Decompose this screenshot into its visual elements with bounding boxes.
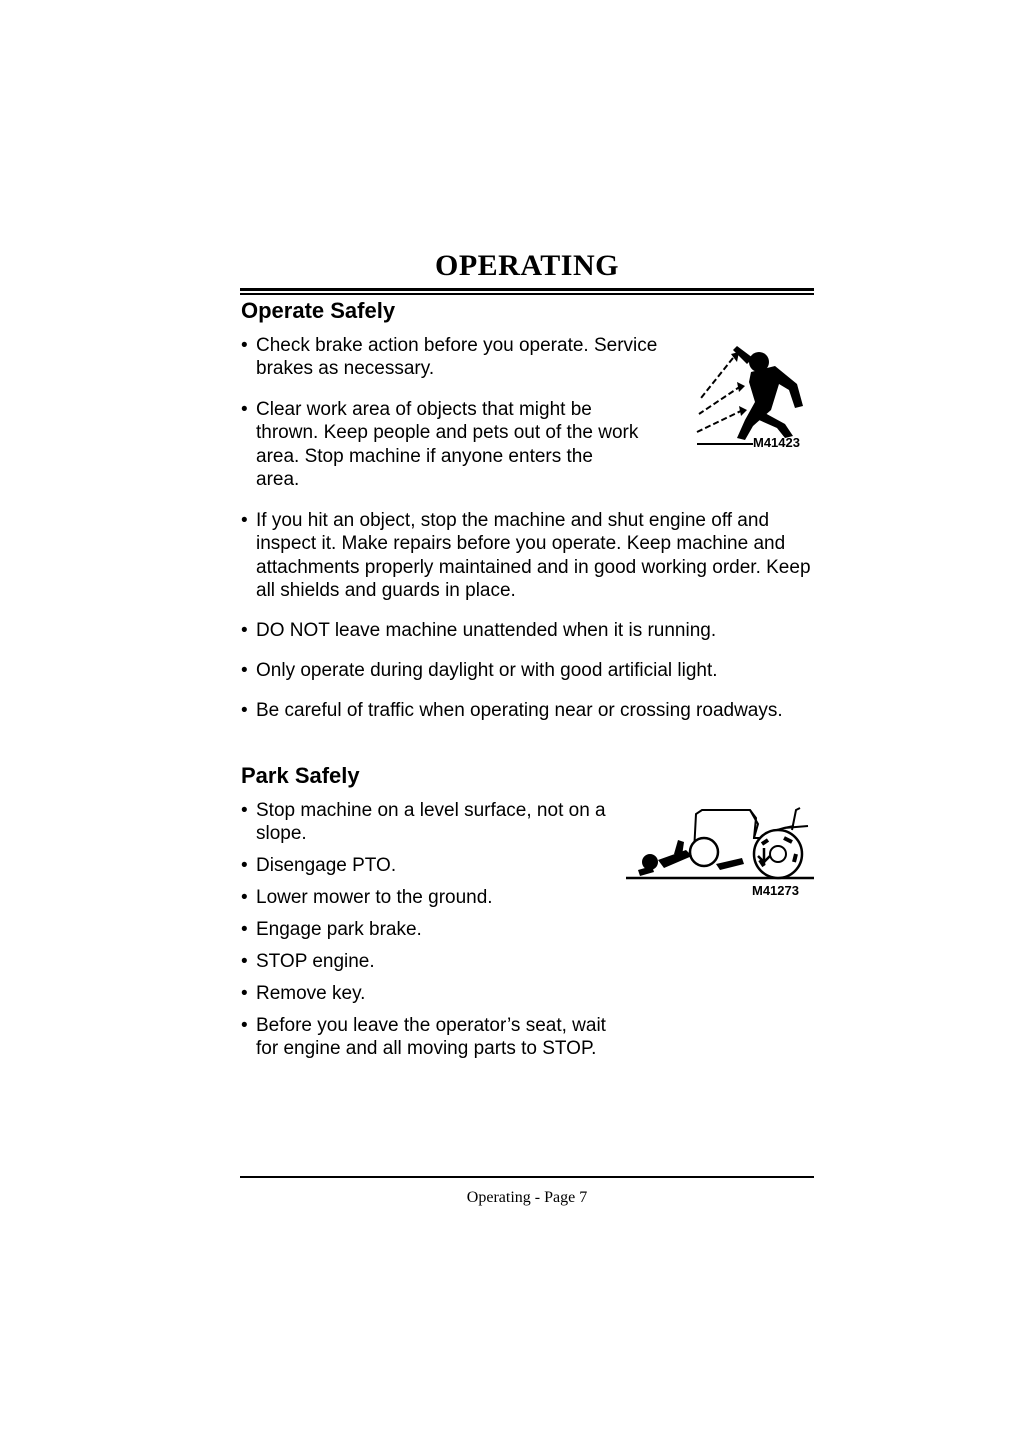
park-safely-heading: Park Safely (241, 763, 360, 788)
operate-item-5: • Only operate during daylight or with good artificial light. (241, 659, 816, 682)
operate-item-2: • Clear work area of objects that might be thrown. Keep people and pets out of the work area. Stop machine if anyone enters the area. (241, 398, 641, 491)
park-item-2: • Disengage PTO. (241, 854, 626, 877)
figure-id-m41273: M41273 (752, 883, 799, 898)
park-item-5: • STOP engine. (241, 950, 626, 973)
footer-rule (240, 1176, 814, 1178)
operate-item-3: • If you hit an object, stop the machine and shut engine off and inspect it. Make repairs before you operate. Keep machine and attachments properly maintained and in good working order. Keep all shields and guards in place. (241, 509, 816, 602)
park-item-1: • Stop machine on a level surface, not on a slope. (241, 799, 626, 846)
park-item-6: • Remove key. (241, 982, 626, 1005)
operate-item-1: • Check brake action before you operate. Service brakes as necessary. (241, 334, 686, 381)
operate-item-4: • DO NOT leave machine unattended when it is running. (241, 619, 816, 642)
park-item-3: • Lower mower to the ground. (241, 886, 626, 909)
park-item-7: • Before you leave the operator’s seat, wait for engine and all moving parts to STOP. (241, 1014, 616, 1061)
page-title: OPERATING (435, 249, 619, 282)
operate-item-6: • Be careful of traffic when operating near or crossing roadways. (241, 699, 831, 722)
operate-safely-heading: Operate Safely (241, 298, 396, 323)
figure-id-m41423: M41423 (753, 435, 800, 450)
thrown-object-illustration (693, 340, 813, 455)
title-rule-thin (240, 293, 814, 295)
run-over-illustration (624, 804, 816, 900)
page-footer: Operating - Page 7 (466, 1189, 588, 1206)
park-item-4: • Engage park brake. (241, 918, 626, 941)
title-rule-thick (240, 288, 814, 291)
